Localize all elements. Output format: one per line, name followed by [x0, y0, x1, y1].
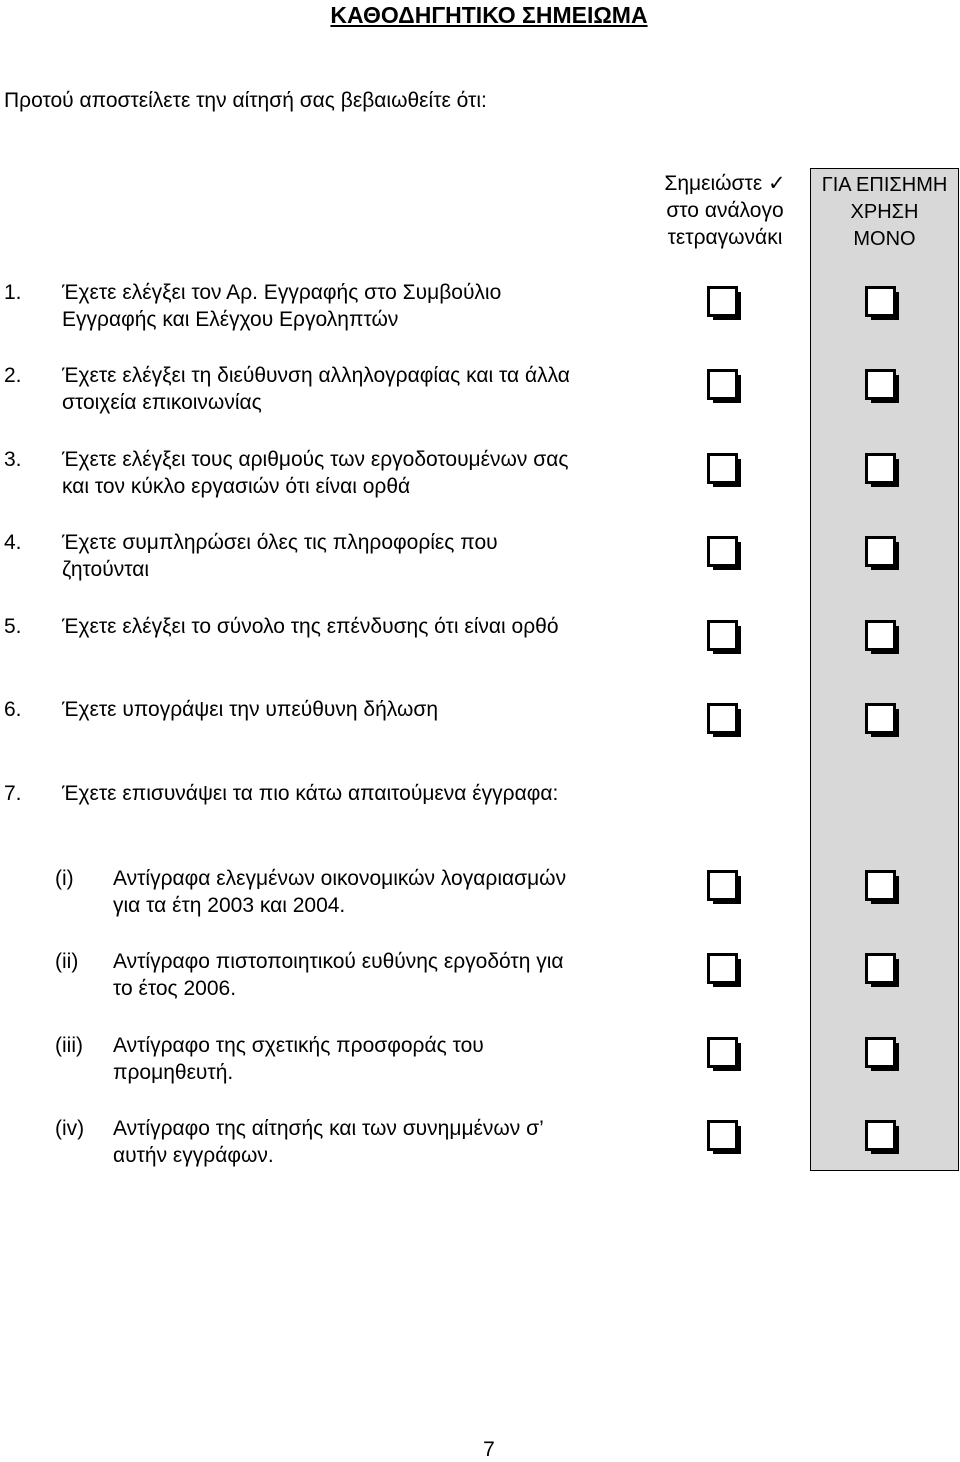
- subitem-iv-text: [113, 1115, 673, 1169]
- subitem-iii-line2: προμηθευτή.: [113, 1061, 234, 1084]
- item-1-line1: Έχετε ελέγξει τον Αρ. Εγγραφής στο Συμβούλιο: [62, 281, 502, 304]
- official-checkbox-10[interactable]: [865, 1120, 899, 1154]
- subitem-i-text: [113, 865, 673, 919]
- item-3-line1: Έχετε ελέγξει τους αριθμούς των εργοδοτουμένων σας: [62, 448, 569, 471]
- official-column-header: [810, 172, 959, 253]
- subitem-iv-line1: Αντίγραφο της αίτησής και των συνημμένων σ’: [113, 1117, 544, 1140]
- mark-checkbox-3[interactable]: [707, 453, 741, 487]
- mark-checkbox-5[interactable]: [707, 620, 741, 654]
- official-header-line3: ΜΟΝΟ: [853, 228, 916, 250]
- mark-checkbox-7[interactable]: [707, 870, 741, 904]
- subitem-i-number: (i): [55, 867, 74, 890]
- subitem-i-line2: για τα έτη 2003 και 2004.: [113, 894, 346, 917]
- item-1-number: 1.: [4, 281, 22, 304]
- subitem-ii-line1: Αντίγραφο πιστοποιητικού ευθύνης εργοδότη για: [113, 950, 564, 973]
- mark-checkbox-10[interactable]: [707, 1120, 741, 1154]
- subitem-ii-line2: το έτος 2006.: [113, 977, 237, 1000]
- item-7-number: 7.: [4, 782, 22, 805]
- official-checkbox-4[interactable]: [865, 536, 899, 570]
- item-6-number: 6.: [4, 698, 22, 721]
- item-4-text: [62, 529, 662, 583]
- subitem-iii-text: [113, 1032, 673, 1086]
- mark-header-line3: τετραγωνάκι: [667, 226, 783, 249]
- subitem-ii-text: [113, 948, 673, 1002]
- mark-checkbox-8[interactable]: [707, 953, 741, 987]
- official-checkbox-6[interactable]: [865, 703, 899, 737]
- item-5-number: 5.: [4, 615, 22, 638]
- official-checkbox-8[interactable]: [865, 953, 899, 987]
- mark-checkbox-2[interactable]: [707, 369, 741, 403]
- item-1-line2: Εγγραφής και Ελέγχου Εργοληπτών: [62, 308, 399, 331]
- item-1-text: [62, 279, 662, 333]
- subitem-iv-number: (iv): [55, 1117, 85, 1140]
- mark-column-header: [640, 170, 810, 251]
- subitem-iii-line1: Αντίγραφο της σχετικής προσφοράς του: [113, 1034, 484, 1057]
- official-checkbox-2[interactable]: [865, 369, 899, 403]
- official-checkbox-1[interactable]: [865, 286, 899, 320]
- page-number: 7: [483, 1438, 495, 1461]
- mark-header-line1: Σημειώστε ✓: [664, 172, 786, 195]
- item-2-line1: Έχετε ελέγξει τη διεύθυνση αλληλογραφίας και τα άλλα: [62, 364, 570, 387]
- item-4-line2: ζητούνται: [62, 558, 150, 581]
- official-header-line1: ΓΙΑ ΕΠΙΣΗΜΗ: [821, 174, 948, 196]
- item-2-text: [62, 362, 662, 416]
- intro-text: Προτού αποστείλετε την αίτησή σας βεβαιωθείτε ότι:: [4, 89, 487, 112]
- official-checkbox-3[interactable]: [865, 453, 899, 487]
- mark-header-line2: στο ανάλογο: [666, 199, 784, 222]
- official-header-line2: ΧΡΗΣΗ: [850, 201, 919, 223]
- item-2-number: 2.: [4, 364, 22, 387]
- item-6-text: Έχετε υπογράψει την υπεύθυνη δήλωση: [62, 698, 439, 721]
- mark-checkbox-4[interactable]: [707, 536, 741, 570]
- page-title: ΚΑΘΟΔΗΓΗΤΙΚΟ ΣΗΜΕΙΩΜΑ: [330, 2, 648, 28]
- mark-checkbox-9[interactable]: [707, 1037, 741, 1071]
- item-4-number: 4.: [4, 531, 22, 554]
- item-3-number: 3.: [4, 448, 22, 471]
- item-3-text: [62, 446, 662, 500]
- item-5-text: Έχετε ελέγξει το σύνολο της επένδυσης ότι είναι ορθό: [62, 615, 559, 638]
- item-2-line2: στοιχεία επικοινωνίας: [62, 391, 262, 414]
- item-4-line1: Έχετε συμπληρώσει όλες τις πληροφορίες που: [62, 531, 498, 554]
- mark-checkbox-1[interactable]: [707, 286, 741, 320]
- official-checkbox-5[interactable]: [865, 620, 899, 654]
- subitem-iii-number: (iii): [55, 1034, 83, 1057]
- official-checkbox-9[interactable]: [865, 1037, 899, 1071]
- subitem-iv-line2: αυτήν εγγράφων.: [113, 1144, 274, 1167]
- item-7-text: Έχετε επισυνάψει τα πιο κάτω απαιτούμενα έγγραφα:: [62, 782, 559, 805]
- subitem-i-line1: Αντίγραφα ελεγμένων οικονομικών λογαριασμών: [113, 867, 567, 890]
- mark-checkbox-6[interactable]: [707, 703, 741, 737]
- subitem-ii-number: (ii): [55, 950, 79, 973]
- item-3-line2: και τον κύκλο εργασιών ότι είναι ορθά: [62, 475, 411, 498]
- official-checkbox-7[interactable]: [865, 870, 899, 904]
